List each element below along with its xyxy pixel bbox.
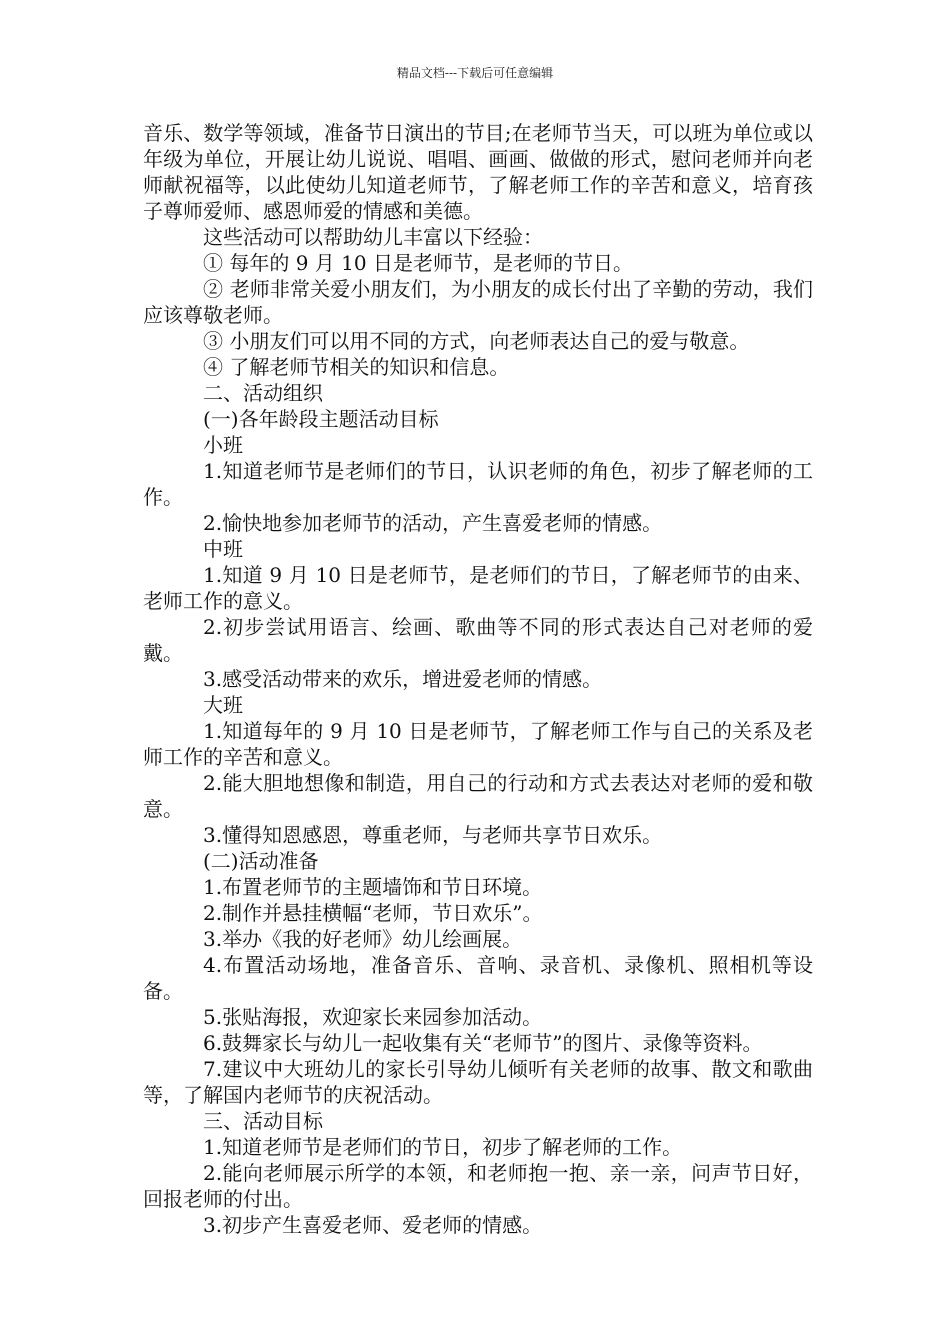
paragraph: ② 老师非常关爱小朋友们，为小朋友的成长付出了辛勤的劳动，我们应该尊敬老师。 (143, 277, 813, 327)
paragraph: 1.知道老师节是老师们的节日，认识老师的角色，初步了解老师的工作。 (143, 459, 813, 509)
paragraph: 2.愉快地参加老师节的活动，产生喜爱老师的情感。 (203, 511, 663, 535)
page-header: 精品文档---下载后可任意编辑 (396, 66, 554, 80)
paragraph: 2.初步尝试用语言、绘画、歌曲等不同的形式表达自己对老师的爱戴。 (143, 615, 813, 665)
paragraph: 1.布置老师节的主题墙饰和节日环境。 (203, 875, 543, 899)
paragraph: 大班 (203, 693, 243, 717)
paragraph: 3.懂得知恩感恩，尊重老师，与老师共享节日欢乐。 (203, 823, 663, 847)
paragraph: 三、活动目标 (203, 1109, 323, 1133)
paragraph: 3.初步产生喜爱老师、爱老师的情感。 (203, 1213, 543, 1237)
paragraph: 4.布置活动场地，准备音乐、音响、录音机、录像机、照相机等设备。 (143, 953, 813, 1003)
document-body (143, 120, 813, 1238)
paragraph: 6.鼓舞家长与幼儿一起收集有关“老师节”的图片、录像等资料。 (203, 1031, 763, 1055)
paragraph: 二、活动组织 (203, 381, 323, 405)
paragraph: ③ 小朋友们可以用不同的方式，向老师表达自己的爱与敬意。 (203, 329, 750, 353)
paragraph: (一)各年龄段主题活动目标 (203, 407, 439, 431)
paragraph: 3.感受活动带来的欢乐，增进爱老师的情感。 (203, 667, 603, 691)
paragraph: 中班 (203, 537, 243, 561)
paragraph: 1.知道每年的 9 月 10 日是老师节，了解老师工作与自己的关系及老师工作的辛苦和意义。 (143, 719, 813, 769)
paragraph: 1.知道 9 月 10 日是老师节，是老师们的节日，了解老师节的由来、老师工作的意义。 (143, 563, 813, 613)
paragraph: 2.能向老师展示所学的本领，和老师抱一抱、亲一亲，问声节日好，回报老师的付出。 (143, 1161, 813, 1211)
paragraph: 1.知道老师节是老师们的节日，初步了解老师的工作。 (203, 1135, 683, 1159)
paragraph: ④ 了解老师节相关的知识和信息。 (203, 355, 510, 379)
paragraph: 3.举办《我的好老师》幼儿绘画展。 (203, 927, 523, 951)
paragraph: 5.张贴海报，欢迎家长来园参加活动。 (203, 1005, 543, 1029)
paragraph: (二)活动准备 (203, 849, 319, 873)
paragraph: 2.能大胆地想像和制造，用自己的行动和方式去表达对老师的爱和敬意。 (143, 771, 813, 821)
paragraph: 2.制作并悬挂横幅“老师，节日欢乐”。 (203, 901, 543, 925)
paragraph: 7.建议中大班幼儿的家长引导幼儿倾听有关老师的故事、散文和歌曲等，了解国内老师节的庆祝活动。 (143, 1057, 813, 1107)
paragraph: 这些活动可以帮助幼儿丰富以下经验： (203, 225, 543, 249)
paragraph: 音乐、数学等领域，准备节日演出的节目;在老师节当天，可以班为单位或以年级为单位，开展让幼儿说说、唱唱、画画、做做的形式，慰问老师并向老师献祝福等，以此使幼儿知道老师节，了解老师工作的辛苦和意义，培育孩子尊师爱师、感恩师爱的情感和美德。 (143, 121, 813, 223)
paragraph: ① 每年的 9 月 10 日是老师节，是老师的节日。 (203, 251, 633, 275)
paragraph: 小班 (203, 433, 243, 457)
